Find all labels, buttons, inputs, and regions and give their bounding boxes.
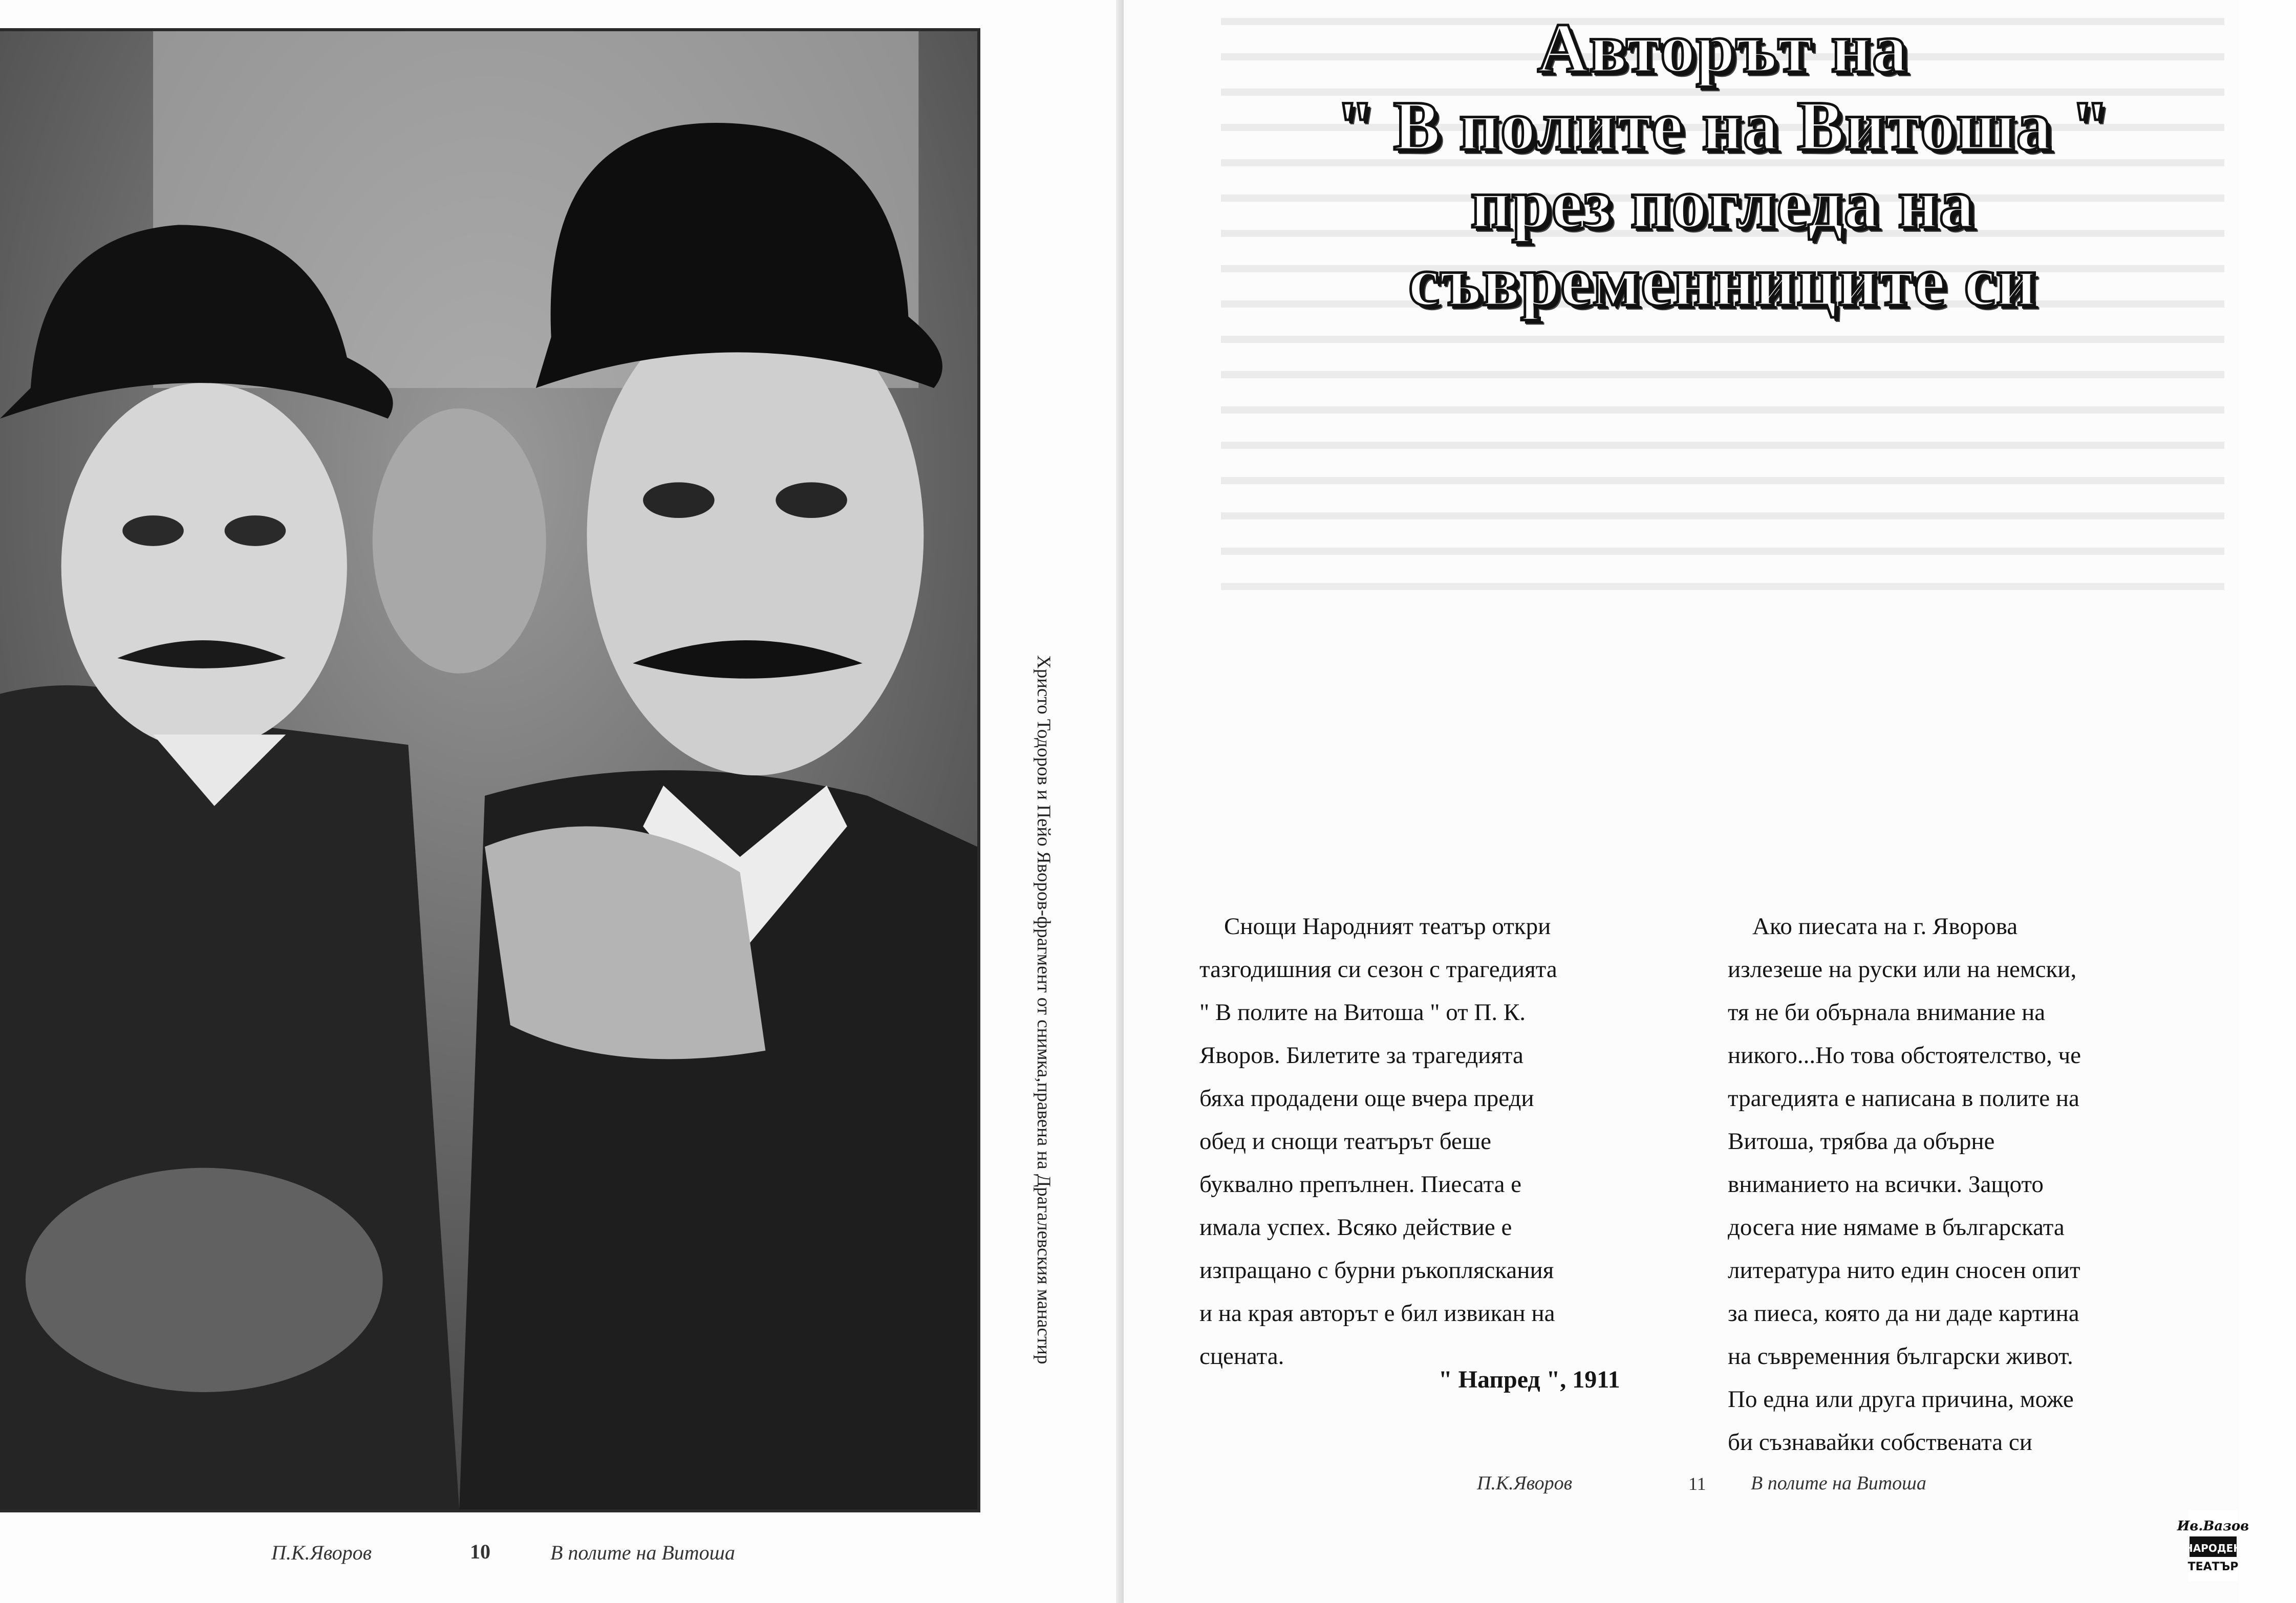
text-line: никого...Но това обстоятелство, че [1728,1042,2081,1069]
text-line: бяха продадени още вчера преди [1199,1085,1534,1112]
text-line: излезеше на руски или на немски, [1728,956,2077,983]
portrait-photo [0,28,980,1512]
article-title [1221,9,2224,320]
text-line: Ако пиесата на г. Яворова [1752,913,2018,940]
title-line-2: " В полите на Витоша " [1335,86,2110,165]
text-line: тя не би обърнала внимание на [1728,999,2046,1026]
portrait-illustration [0,31,977,1509]
text-line: Снощи Народният театър откри [1224,913,1551,940]
text-line: " В полите на Витоша " от П. К. [1199,999,1526,1026]
national-theatre-logo-icon [2177,1510,2249,1582]
text-line: литература нито един сносен опит [1728,1257,2080,1284]
title-line-3: през погледа на [1470,164,1975,243]
left-page [0,0,1124,1603]
left-footer-author: П.К.Яворов [271,1541,372,1564]
source-citation: " Напред ", 1911 [1439,1366,1620,1393]
national-theatre-logo [2177,1510,2249,1582]
left-footer-book-title: В полите на Витоша [550,1541,735,1564]
text-line: Витоша, трябва да обърне [1728,1128,1995,1155]
left-page-number: 10 [470,1540,490,1563]
right-footer-book-title: В полите на Витоша [1751,1472,1926,1494]
text-line: тазгодишния си сезон с трагедията [1199,956,1557,983]
text-line: на съвременния български живот. [1728,1343,2073,1370]
svg-text:ТЕАТЪР: ТЕАТЪР [2187,1561,2239,1573]
text-line: Яворов. Билетите за трагедията [1199,1042,1523,1069]
text-line: вниманието на всички. Защото [1728,1171,2044,1198]
right-footer-author: П.К.Яворов [1477,1472,1573,1494]
text-line: трагедията е написана в полите на [1728,1085,2079,1112]
text-line: По една или друга причина, може [1728,1386,2074,1413]
text-line: би съзнавайки собствената си [1728,1429,2032,1456]
text-line: имала успех. Всяко действие е [1199,1214,1512,1241]
photo-caption-text: Христо Тодоров и Пейо Яворов-фрагмент от снимка,правена на Драгалевския манастир [1033,655,1054,1364]
right-page [1124,0,2249,1603]
text-line: за пиеса, която да ни даде картина [1728,1300,2079,1327]
title-line-4: съвременниците си [1408,242,2037,320]
text-line: досега ние нямаме в българската [1728,1214,2065,1241]
text-line: и на края авторът е бил извикан на [1199,1300,1555,1327]
text-column-left [1199,905,1763,1378]
right-page-number: 11 [1688,1474,1706,1494]
photo-caption [1034,655,1055,1505]
text-line: буквално препълнен. Пиесата е [1199,1171,1522,1198]
svg-text:НАРОДЕН: НАРОДЕН [2184,1542,2242,1554]
text-line: изпращано с бурни ръкопляскания [1199,1257,1554,1284]
text-line: сцената. [1199,1343,1284,1370]
text-line: обед и снощи театърът беше [1199,1128,1491,1155]
title-line-1: Авторът на [1537,9,1908,87]
text-column-right [1728,905,2296,1464]
svg-text:Ив.Вазов: Ив.Вазов [2177,1519,2249,1534]
